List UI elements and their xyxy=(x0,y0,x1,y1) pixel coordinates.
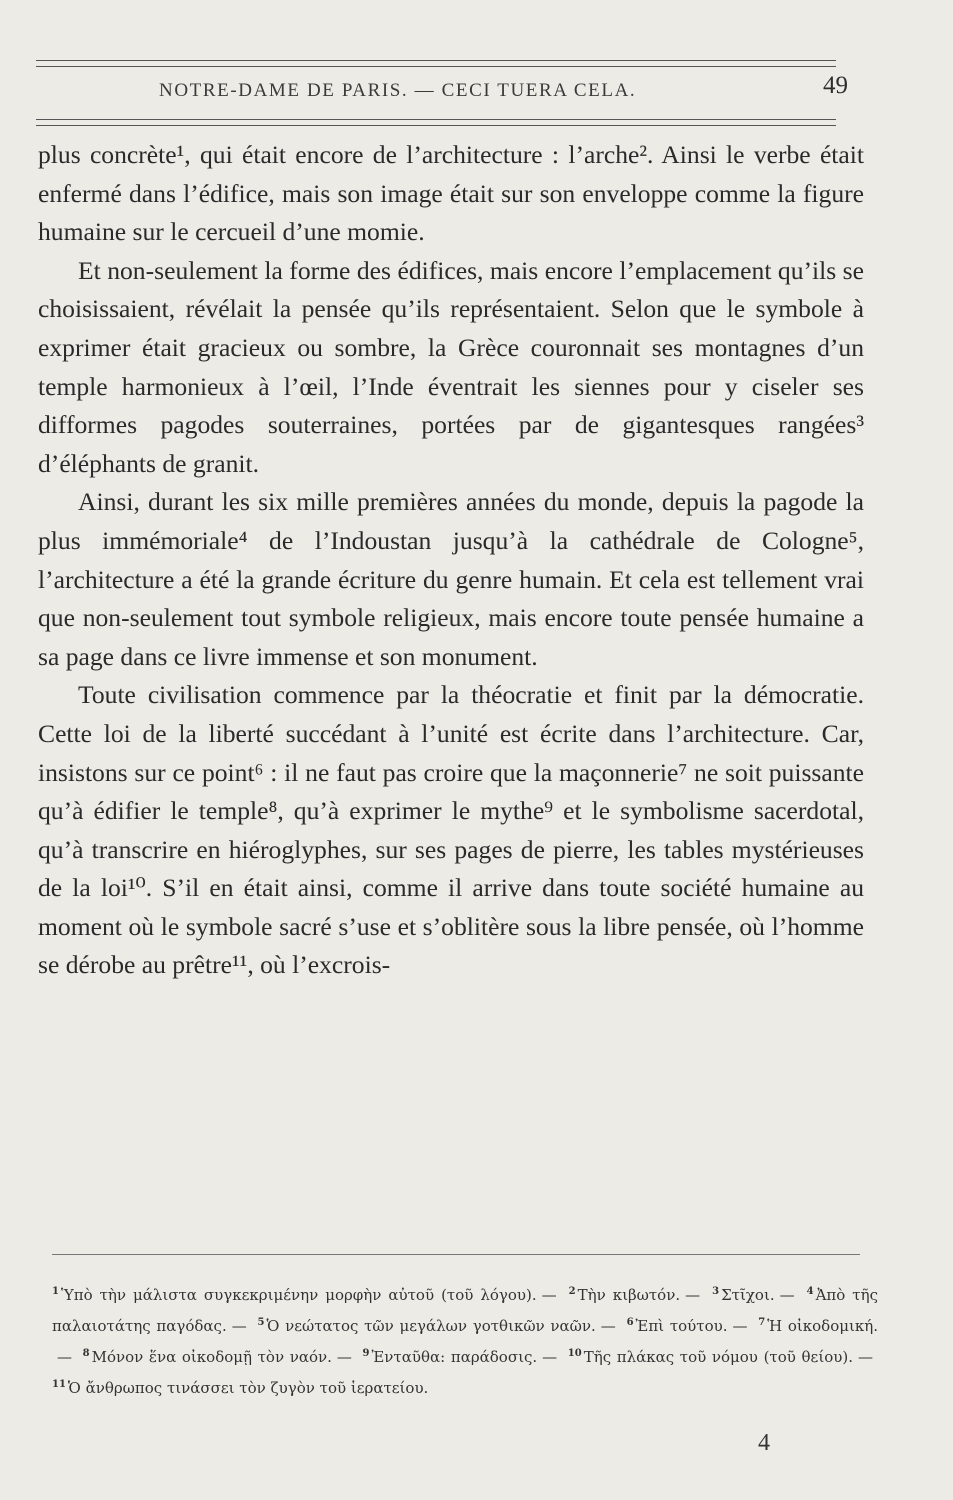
footnote-number: 3 xyxy=(712,1286,720,1297)
footnote xyxy=(52,1379,428,1397)
footnote-text: Στῖχοι. xyxy=(721,1286,775,1304)
footnote-text: Ἡ οἰκοδομική. xyxy=(767,1317,878,1335)
footnote-text: Ἐπὶ τούτου. xyxy=(635,1317,728,1335)
footnote-text: Τῆς πλάκας τοῦ νόμου (τοῦ θείου). xyxy=(583,1348,853,1366)
page-number: 49 xyxy=(823,72,848,99)
footnote-number: 1 xyxy=(52,1286,59,1297)
footnotes: $^1$ Ὑπὸ τὴν μάλιστα συγκεκριμένην μορφὴν αὐτοῦ (τοῦ λόγου). — $^2$ Τὴν κιβωτόν. — $^3$ Στῖχοι. — $^4$ Ἀπὸ τῆς παλαιοτάτης παγόδας. — $^5$ Ὁ νεώτατος τῶν μεγάλων γοτθικῶν ναῶν. — $^6$ Ἐπὶ τούτου. — $^7$ Ἡ οἰκοδομική.— $^8$ Μόνον ἕνα οἰκοδομῇ τὸν ναόν. — $^9$ Ἐνταῦθα: παράδοσις. — $^{10}$ Τῆς πλάκας τοῦ νόμου (τοῦ θείου). — $^{11}$ Ὁ ἄνθρωπος τινάσσει τὸν ζυγὸν τοῦ ἱερατείου. xyxy=(52,1286,878,1397)
paragraph-4: Toute civilisation commence par la théocratie et finit par la démocratie. Cette loi de la liberté succédant à l’unité est écrite dans l’architecture. Car, insistons sur ce point⁶ : il ne faut pas croire que la maçonnerie⁷ ne soit puissante qu’à édifier le temple⁸, qu’à exprimer le mythe⁹ et le symbolisme sacerdotal, qu’à transcrire en hiéroglyphes, sur ses pages de pierre, les tables mystérieuses de la loi¹⁰. S’il en était ainsi, comme il arrive dans toute société humaine au moment où le symbole sacré s’use et s’oblitère sous la libre pensée, où l’homme se dérobe au prêtre¹¹, où l’excrois- xyxy=(38,680,864,980)
footnote-text: Ὁ ἄνθρωπος τινάσσει τὸν ζυγὸν τοῦ ἱερατείου. xyxy=(67,1379,429,1397)
paragraph-1: plus concrète¹, qui était encore de l’architecture : l’arche². Ainsi le verbe était enfermé dans l’édifice, mais son image était sur son enveloppe comme la figure humaine sur le cercueil d’une momie. xyxy=(38,140,864,247)
footnote xyxy=(52,1286,537,1304)
footnote-text: Ἀπὸ τῆς παλαιοτάτης παγόδας. xyxy=(52,1286,878,1335)
page-header xyxy=(36,72,848,112)
paragraph-3: Ainsi, durant les six mille premières années du monde, depuis la pagode la plus immémoriale⁴ de l’Indoustan jusqu’à la cathédrale de Cologne⁵, l’architecture a été la grande écriture du genre humain. Et cela est tellement vrai que non-seulement tout symbole religieux, mais encore toute pensée humaine a sa page dans ce livre immense et son monument. xyxy=(38,487,864,671)
footnote xyxy=(363,1348,538,1366)
footnote xyxy=(83,1348,332,1366)
footnote-text: Τὴν κιβωτόν. xyxy=(577,1286,681,1304)
footnote xyxy=(627,1317,728,1335)
header-rule-top-thin xyxy=(36,66,836,67)
footnote-number: 2 xyxy=(568,1286,576,1297)
signature-mark: 4 xyxy=(758,1430,770,1456)
footnote-number: 4 xyxy=(806,1286,814,1297)
header-rule-top xyxy=(36,60,836,61)
footnote-number: 11 xyxy=(52,1379,66,1390)
footnote-number: 9 xyxy=(362,1348,370,1359)
footnote-number: 5 xyxy=(257,1317,265,1328)
header-rule-bottom xyxy=(36,125,836,126)
footnote-number: 8 xyxy=(82,1348,90,1359)
footnote-number: 6 xyxy=(626,1317,634,1328)
header-rule-bottom-thin xyxy=(36,119,836,120)
footnote xyxy=(257,1317,595,1335)
footnote-text: Ὑπὸ τὴν μάλιστα συγκεκριμένην μορφὴν αὐτοῦ (τοῦ λόγου). xyxy=(60,1286,537,1304)
footnote-number: 10 xyxy=(567,1348,582,1359)
running-title: NOTRE-DAME DE PARIS. — CECI TUERA CELA. xyxy=(159,80,637,101)
footnote-text: Μόνον ἕνα οἰκοδομῇ τὸν ναόν. xyxy=(91,1348,332,1366)
footnote xyxy=(758,1317,878,1335)
footnote-divider xyxy=(52,1254,860,1255)
footnote xyxy=(568,1348,853,1366)
footnote xyxy=(569,1286,680,1304)
footnote-number: 7 xyxy=(758,1317,766,1328)
footnote xyxy=(712,1286,775,1304)
footnote-text: Ἐνταῦθα: παράδοσις. xyxy=(371,1348,538,1366)
footnote-text: Ὁ νεώτατος τῶν μεγάλων γοτθικῶν ναῶν. xyxy=(266,1317,596,1335)
paragraph-2: Et non-seulement la forme des édifices, mais encore l’emplacement qu’ils se choisissaient, révélait la pensée qu’ils représentaient. Selon que le symbole à exprimer était gracieux ou sombre, la Grèce couronnait ses montagnes d’un temple harmonieux à l’œil, l’Inde éventrait les siennes pour y ciseler ses difformes pagodes souterraines, portées par de gigantesques rangées³ d’éléphants de granit. xyxy=(38,255,864,478)
body-text xyxy=(38,136,864,985)
